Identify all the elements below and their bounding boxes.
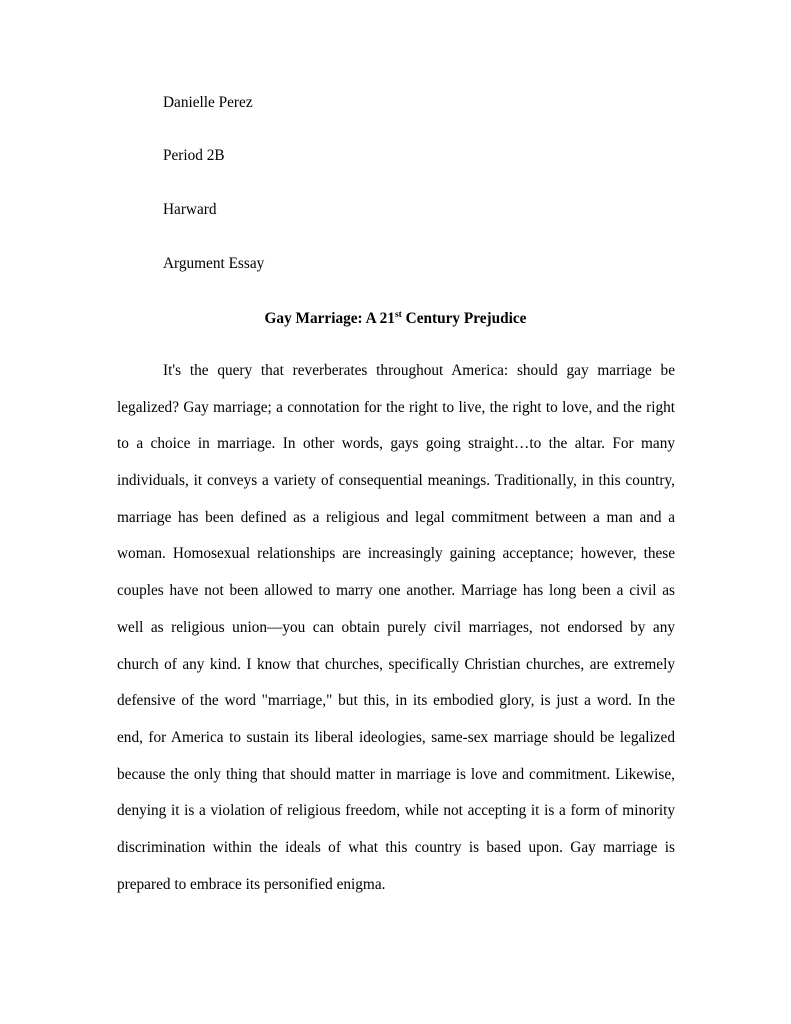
paragraph-line: to a choice in marriage. In other words, gays going straight…to the altar. For many	[117, 435, 675, 453]
essay-title-main: Gay Marriage: A 21	[264, 310, 395, 327]
paragraph-line: It's the query that reverberates throughout America: should gay marriage be	[163, 362, 675, 379]
paragraph-line: well as religious union—you can obtain purely civil marriages, not endorsed by any	[117, 618, 675, 636]
essay-title-rest: Century Prejudice	[401, 310, 527, 327]
paragraph-line: defensive of the word "marriage," but this, in its embodied glory, is just a word. In the	[117, 692, 675, 710]
essay-title	[0, 309, 791, 329]
paragraph-line: woman. Homosexual relationships are increasingly gaining acceptance; however, these	[117, 545, 675, 563]
essay-title-superscript: st	[394, 310, 402, 320]
author-name: Danielle Perez	[163, 94, 253, 111]
assignment-type: Argument Essay	[163, 255, 265, 272]
paragraph-line: end, for America to sustain its liberal ideologies, same-sex marriage should be legalized	[117, 728, 675, 746]
paragraph-line: legalized? Gay marriage; a connotation for the right to live, the right to love, and the right	[117, 398, 675, 416]
teacher-name: Harward	[163, 201, 217, 218]
paragraph-line: marriage has been defined as a religious and legal commitment between a man and a	[117, 508, 675, 526]
class-period: Period 2B	[163, 147, 225, 164]
paragraph-line: prepared to embrace its personified enigma.	[117, 875, 386, 893]
essay-body-paragraph	[117, 361, 675, 911]
paragraph-line: couples have not been allowed to marry one another. Marriage has long been a civil as	[117, 582, 675, 600]
paragraph-line: discrimination within the ideals of what this country is based upon. Gay marriage is	[117, 838, 675, 856]
paragraph-line: church of any kind. I know that churches, specifically Christian churches, are extremely	[117, 655, 675, 673]
paragraph-line: because the only thing that should matter in marriage is love and commitment. Likewise,	[117, 765, 675, 783]
paragraph-line: individuals, it conveys a variety of consequential meanings. Traditionally, in this country,	[117, 472, 675, 490]
paragraph-line: denying it is a violation of religious freedom, while not accepting it is a form of minority	[117, 802, 675, 820]
